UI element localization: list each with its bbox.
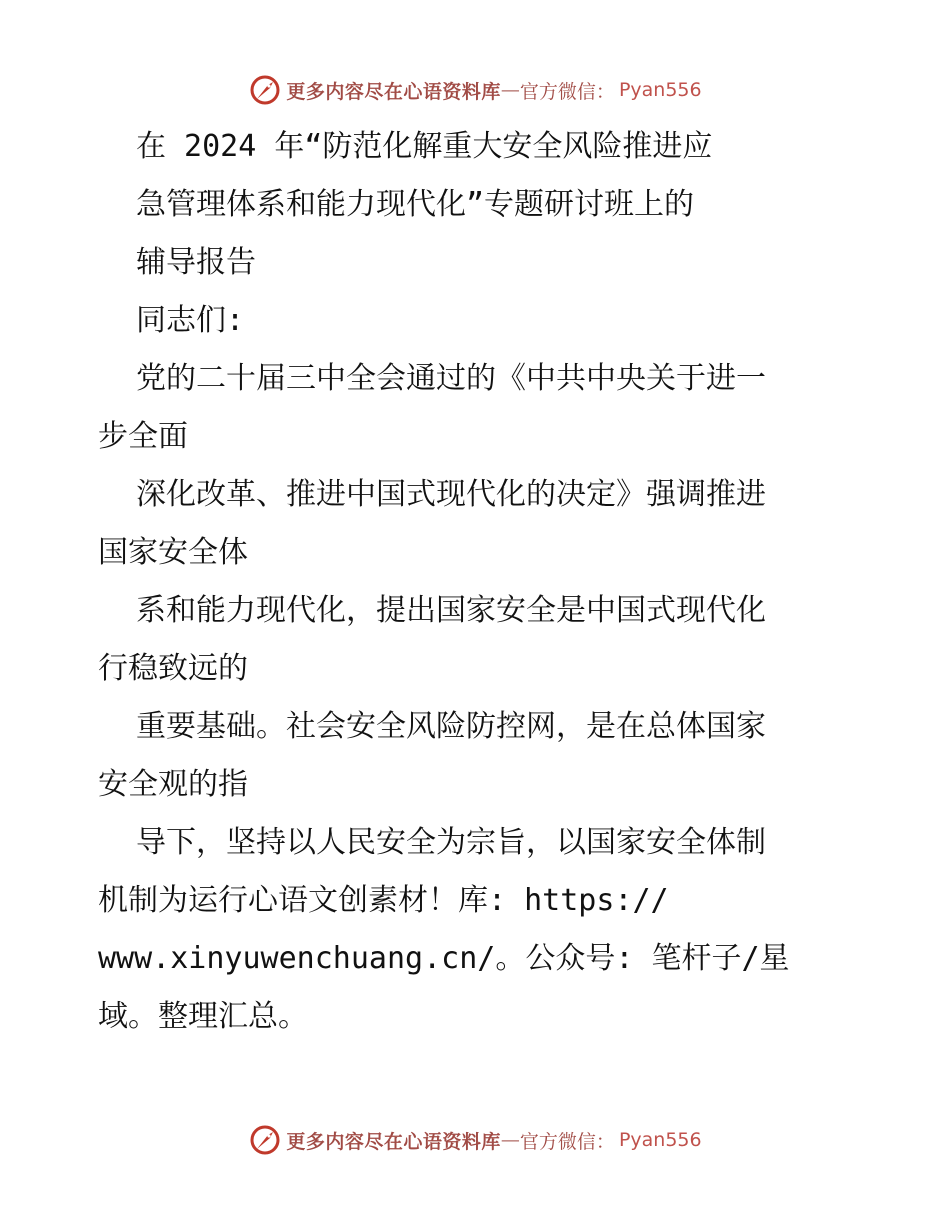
footer-wechat-label: 官方微信： <box>519 1130 615 1153</box>
footer-wechat-id: Pyan556 <box>618 1129 702 1151</box>
footer-site-text: 更多内容尽在心语资料库 <box>286 1130 501 1153</box>
footer-separator: — <box>500 1129 520 1151</box>
header-wechat-id: Pyan556 <box>618 79 702 101</box>
body-line: 重要基础。社会安全风险防控网，是在总体国家 <box>136 709 766 744</box>
body-line: 机制为运行心语文创素材！库: https:// <box>98 883 669 918</box>
body-line: 导下，坚持以人民安全为宗旨，以国家安全体制 <box>136 825 766 860</box>
pen-nib-logo-icon <box>248 73 282 107</box>
body-line: 域。整理汇总。 <box>98 999 308 1034</box>
body-line: 国家安全体 <box>98 535 248 570</box>
header-wechat-label: 官方微信： <box>519 80 615 103</box>
page-header <box>0 70 950 110</box>
body-line: 系和能力现代化，提出国家安全是中国式现代化 <box>136 593 766 628</box>
title-line-2: 急管理体系和能力现代化”专题研讨班上的 <box>136 187 695 222</box>
page-footer <box>0 1120 950 1160</box>
pen-nib-logo-icon <box>248 1123 282 1157</box>
document-body <box>98 118 858 1046</box>
title-line-3: 辅导报告 <box>136 245 256 280</box>
body-line: 深化改革、推进中国式现代化的决定》强调推进 <box>136 477 766 512</box>
body-line: 步全面 <box>98 419 188 454</box>
body-line: 安全观的指 <box>98 767 248 802</box>
header-site-text: 更多内容尽在心语资料库 <box>286 80 501 103</box>
title-line-1: 在 2024 年“防范化解重大安全风险推进应 <box>136 129 713 164</box>
body-line: www.xinyuwenchuang.cn/。公众号: 笔杆子/星 <box>98 941 790 976</box>
body-line: 党的二十届三中全会通过的《中共中央关于进一 <box>136 361 766 396</box>
body-line: 行稳致远的 <box>98 651 248 686</box>
salutation: 同志们: <box>136 303 245 338</box>
header-separator: — <box>500 79 520 101</box>
